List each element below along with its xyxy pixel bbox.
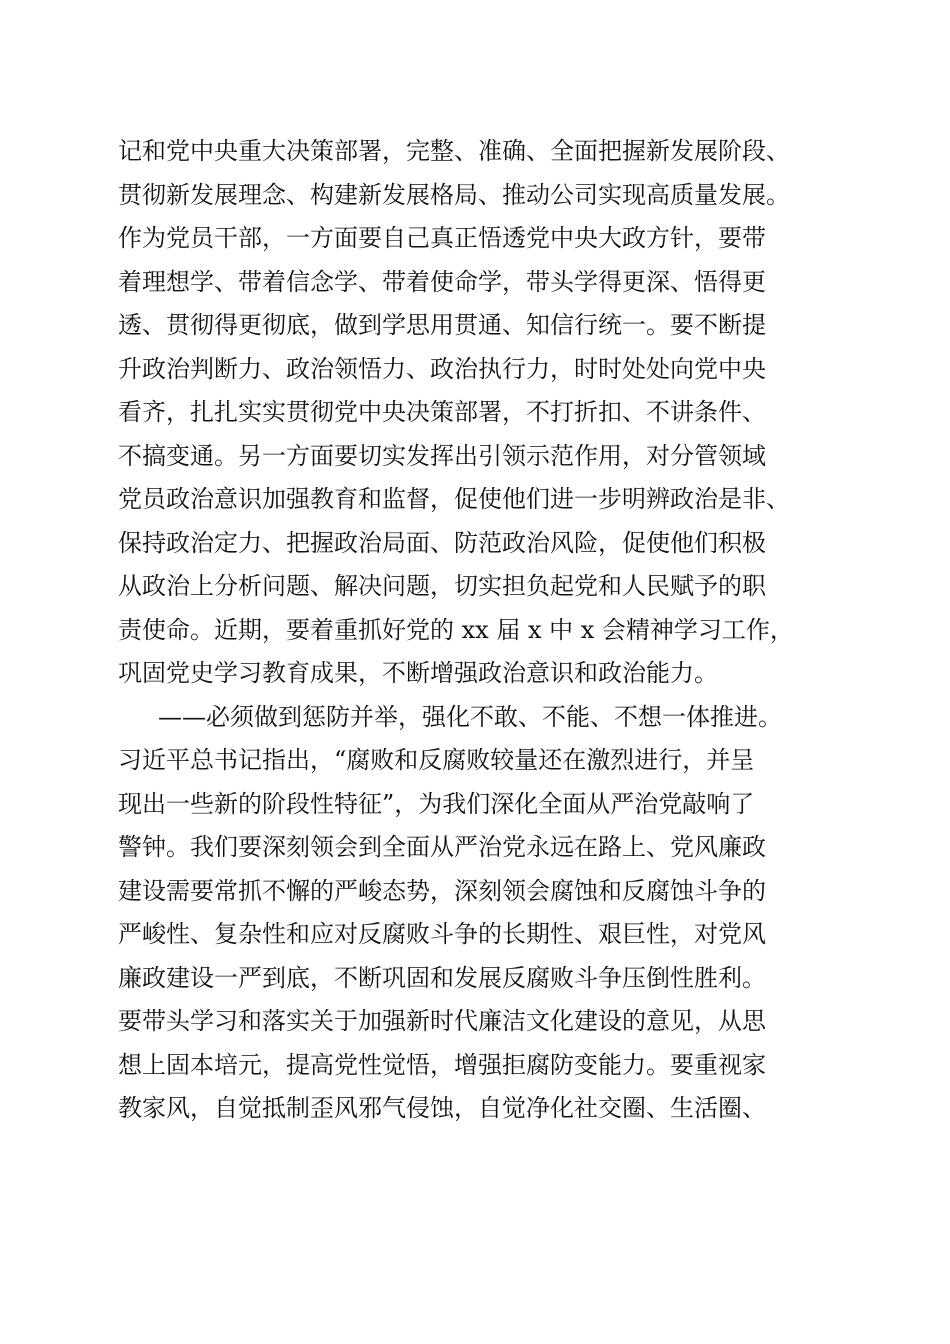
text-line: 升政治判断力、政治领悟力、政治执行力，时时处处向党中央 bbox=[118, 354, 766, 383]
text-line: 要带头学习和落实关于加强新时代廉洁文化建设的意见，从思 bbox=[118, 1007, 766, 1035]
text-line: 从政治上分析问题、解决问题，切实担负起党和人民赋予的职 bbox=[118, 572, 766, 600]
text-line: 廉政建设一严到底，不断巩固和发展反腐败斗争压倒性胜利。 bbox=[118, 963, 766, 992]
text-line: 习近平总书记指出，“腐败和反腐败较量还在激烈进行，并呈 bbox=[118, 746, 755, 774]
body-text bbox=[118, 130, 830, 1131]
text-line: 贯彻新发展理念、构建新发展格局、推动公司实现高质量发展。 bbox=[118, 180, 790, 209]
text-line: 作为党员干部，一方面要自己真正悟透党中央大政方针，要带 bbox=[118, 224, 766, 252]
text-line: 巩固党史学习教育成果，不断增强政治意识和政治能力。 bbox=[118, 659, 718, 687]
text-line: 保持政治定力、把握政治局面、防范政治风险，促使他们积极 bbox=[118, 528, 766, 557]
text-line: 警钟。我们要深刻领会到全面从严治党永远在路上、党风廉政 bbox=[118, 833, 766, 861]
text-line: 不搞变通。另一方面要切实发挥出引领示范作用，对分管领域 bbox=[118, 441, 766, 470]
text-line: 着理想学、带着信念学、带着使命学，带头学得更深、悟得更 bbox=[118, 267, 766, 296]
section-heading-line: ——必须做到惩防并举，强化不敢、不能、不想一体推进。 bbox=[158, 702, 782, 731]
text-line: 透、贯彻得更彻底，做到学思用贯通、知信行统一。要不断提 bbox=[118, 311, 766, 339]
text-line: 责使命。近期，要着重抓好党的 xx 届 x 中 x 会精神学习工作， bbox=[118, 615, 794, 644]
text-line: 教家风，自觉抵制歪风邪气侵蚀，自觉净化社交圈、生活圈、 bbox=[118, 1094, 766, 1122]
text-line: 看齐，扎扎实实贯彻党中央决策部署，不打折扣、不讲条件、 bbox=[118, 398, 766, 426]
text-line: 党员政治意识加强教育和监督，促使他们进一步明辨政治是非、 bbox=[118, 485, 790, 513]
text-line: 记和党中央重大决策部署，完整、准确、全面把握新发展阶段、 bbox=[118, 137, 790, 165]
text-line: 建设需要常抓不懈的严峻态势，深刻领会腐蚀和反腐蚀斗争的 bbox=[118, 876, 766, 905]
text-line: 现出一些新的阶段性特征”，为我们深化全面从严治党敲响了 bbox=[118, 789, 755, 818]
text-line: 严峻性、复杂性和应对反腐败斗争的长期性、艰巨性，对党风 bbox=[118, 920, 766, 948]
text-line: 想上固本培元，提高党性觉悟，增强拒腐防变能力。要重视家 bbox=[118, 1050, 766, 1079]
